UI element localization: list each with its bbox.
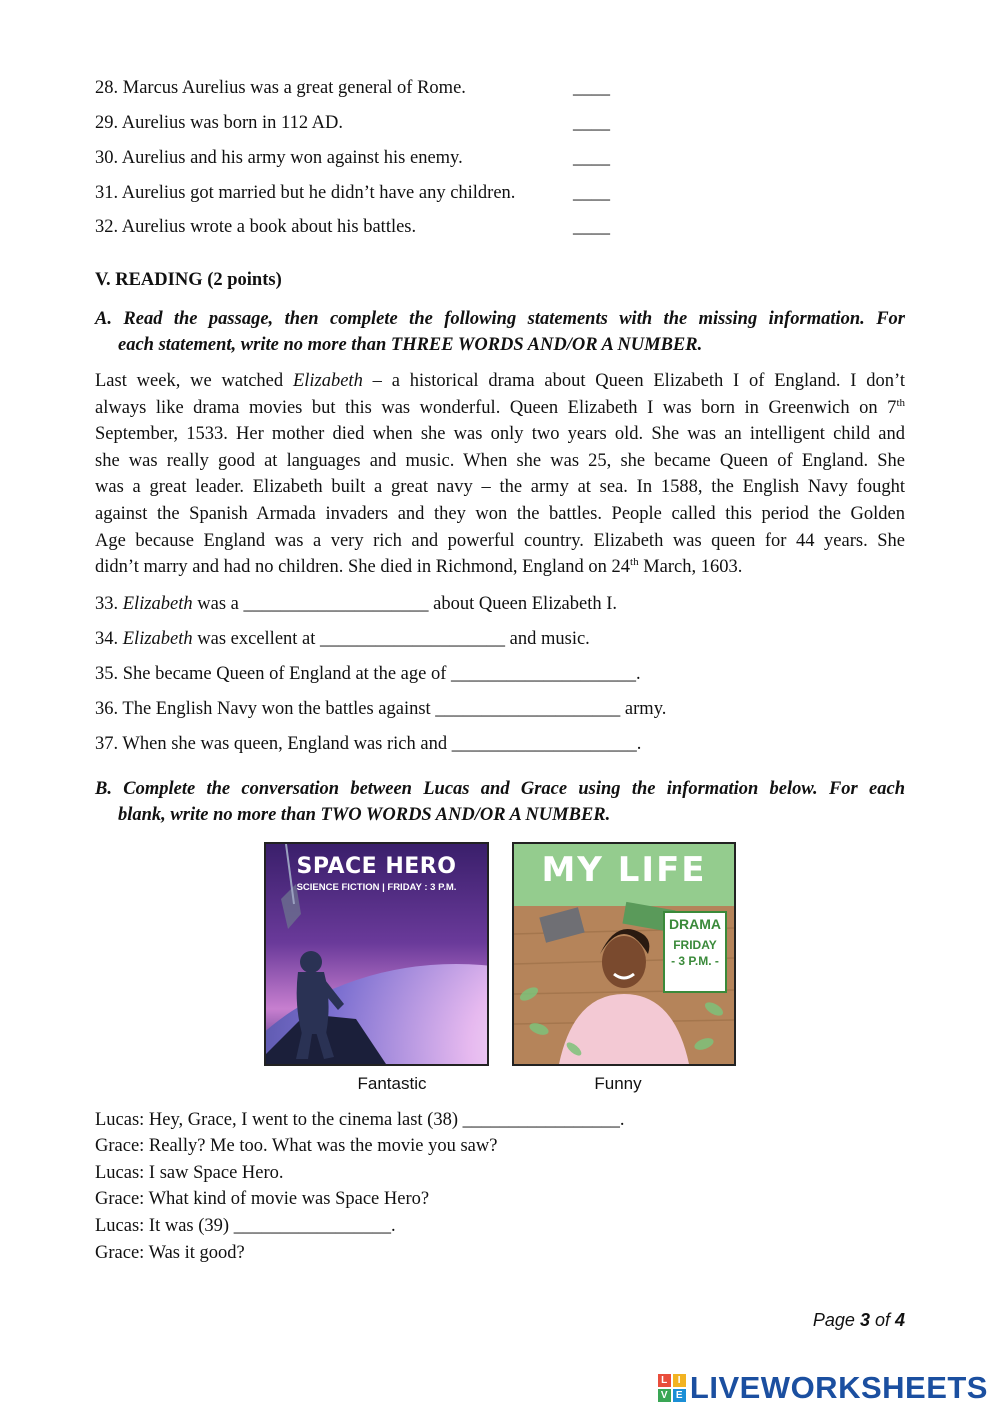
total-pages: 4 bbox=[894, 1310, 905, 1330]
question-text: was excellent at ____________________ and music. bbox=[192, 629, 590, 649]
question-text: was a ____________________ about Queen Elizabeth I. bbox=[192, 594, 618, 614]
tf-item-text: 29. Aurelius was born in 112 AD. bbox=[95, 113, 344, 133]
question-36[interactable]: 36. The English Navy won the battles against ____________________ army. bbox=[95, 699, 667, 719]
question-number: 33. bbox=[95, 594, 123, 614]
answer-blank[interactable]: ____ bbox=[573, 183, 610, 203]
my-life-poster bbox=[512, 842, 736, 1066]
part-b-instruction bbox=[95, 776, 905, 828]
tf-item-30 bbox=[95, 144, 625, 172]
poster-caption: Fantastic bbox=[357, 1074, 427, 1093]
current-page: 3 bbox=[859, 1310, 870, 1330]
space-hero-poster bbox=[264, 842, 489, 1066]
answer-blank[interactable]: ____ bbox=[573, 78, 610, 98]
movie-title: Elizabeth bbox=[122, 629, 193, 649]
passage-line: was a great leader. Elizabeth built a great navy – the army at sea. In 1588, the English Navy fought bbox=[95, 477, 905, 498]
dialogue-line: Grace: Was it good? bbox=[95, 1243, 245, 1263]
answer-blank[interactable]: ____ bbox=[573, 113, 610, 133]
passage-line: Age because England was a very rich and powerful country. Elizabeth was queen for 44 years. She bbox=[95, 530, 905, 551]
question-33[interactable] bbox=[95, 591, 617, 617]
dialogue-line[interactable]: Lucas: Hey, Grace, I went to the cinema last (38) _________________. bbox=[95, 1110, 625, 1130]
tf-item-text: 30. Aurelius and his army won against his enemy. bbox=[95, 148, 463, 168]
passage-text: Last week, we watched bbox=[95, 371, 293, 391]
answer-blank[interactable]: ____ bbox=[573, 217, 610, 237]
passage-text: – a historical drama about Queen Elizabeth I of England. I don’t bbox=[362, 371, 905, 391]
logo-letter: E bbox=[673, 1389, 686, 1402]
question-number: 34. bbox=[95, 629, 123, 649]
poster-time: - 3 P.M. - bbox=[671, 954, 719, 968]
movie-title: Elizabeth bbox=[122, 594, 193, 614]
instruction-line: blank, write no more than TWO WORDS AND/OR A NUMBER. bbox=[118, 805, 611, 825]
ordinal-suffix: th bbox=[896, 396, 905, 409]
logo-letter: I bbox=[673, 1374, 686, 1387]
passage-line: she was really good at languages and music. When she was 25, she became Queen of England. She bbox=[95, 450, 905, 471]
page-of: of bbox=[869, 1310, 895, 1330]
question-34[interactable] bbox=[95, 626, 590, 652]
poster-subtitle: SCIENCE FICTION | FRIDAY : 3 P.M. bbox=[296, 882, 457, 893]
poster-caption: Funny bbox=[594, 1074, 642, 1093]
page-number bbox=[813, 1310, 905, 1331]
dialogue-line[interactable]: Lucas: It was (39) _________________. bbox=[95, 1216, 396, 1236]
page-label: Page bbox=[812, 1310, 860, 1330]
passage-text: didn’t marry and had no children. She died in Richmond, England on 24 bbox=[95, 557, 631, 578]
dialogue-line: Grace: Really? Me too. What was the movie you saw? bbox=[95, 1136, 498, 1156]
poster-genre: DRAMA bbox=[668, 916, 722, 932]
instruction-line: A. Read the passage, then complete the following statements with the missing information. For bbox=[95, 309, 905, 329]
tf-item-28 bbox=[95, 74, 625, 102]
instruction-line: B. Complete the conversation between Lucas and Grace using the information below. For each bbox=[95, 779, 905, 799]
tf-item-29 bbox=[95, 109, 625, 137]
brand-name: LIVEWORKSHEETS bbox=[689, 1370, 988, 1405]
instruction-line: each statement, write no more than THREE WORDS AND/OR A NUMBER. bbox=[118, 335, 703, 355]
ordinal-suffix: th bbox=[630, 556, 639, 569]
tf-item-text: 32. Aurelius wrote a book about his battles. bbox=[95, 217, 417, 237]
movie-title: Elizabeth bbox=[292, 371, 363, 391]
passage-text: always like drama movies but this was wonderful. Queen Elizabeth I was born in Greenwich on 7 bbox=[95, 397, 897, 418]
tf-item-31 bbox=[95, 179, 625, 207]
passage-line bbox=[95, 395, 905, 422]
tf-item-text: 31. Aurelius got married but he didn’t have any children. bbox=[95, 183, 516, 203]
reading-passage bbox=[95, 368, 905, 581]
question-37[interactable]: 37. When she was queen, England was rich and ____________________. bbox=[95, 734, 642, 754]
question-35[interactable]: 35. She became Queen of England at the age of ____________________. bbox=[95, 664, 641, 684]
passage-line: against the Spanish Armada invaders and they won the battles. People called this period the Golden bbox=[95, 503, 905, 524]
poster-day: FRIDAY bbox=[673, 938, 717, 952]
logo-letter: V bbox=[658, 1389, 671, 1402]
tf-item-text: 28. Marcus Aurelius was a great general of Rome. bbox=[95, 78, 466, 98]
part-a-instruction bbox=[95, 306, 905, 358]
passage-text: March, 1603. bbox=[638, 557, 743, 578]
liveworksheets-logo-icon bbox=[658, 1374, 686, 1402]
logo-letter: L bbox=[658, 1374, 671, 1387]
passage-line: September, 1533. Her mother died when she was only two years old. She was an intelligent child and bbox=[95, 424, 905, 445]
passage-line bbox=[95, 554, 905, 581]
passage-line bbox=[95, 368, 905, 395]
tf-item-32 bbox=[95, 213, 625, 241]
poster-title: SPACE HERO bbox=[296, 854, 457, 879]
dialogue-line: Grace: What kind of movie was Space Hero? bbox=[95, 1189, 430, 1209]
liveworksheets-brand bbox=[658, 1370, 988, 1406]
poster-title: MY LIFE bbox=[541, 850, 707, 890]
answer-blank[interactable]: ____ bbox=[573, 148, 610, 168]
dialogue-line: Lucas: I saw Space Hero. bbox=[95, 1163, 284, 1183]
section-heading: V. READING (2 points) bbox=[95, 270, 282, 290]
